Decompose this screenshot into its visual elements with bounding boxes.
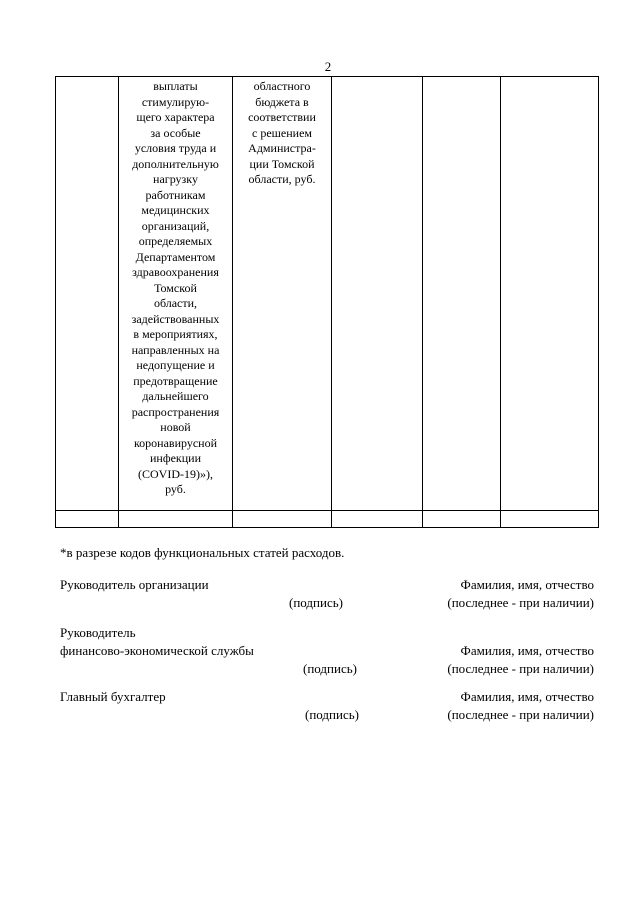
footnote: *в разрезе кодов функциональных статей расходов. — [60, 545, 345, 560]
cell-line: направленных на — [131, 342, 220, 357]
cell-line: определяемых — [138, 234, 213, 248]
signature-title: Главный бухгалтер — [60, 689, 166, 704]
cell-line: соответствии — [248, 110, 316, 124]
page-number: 2 — [324, 59, 332, 74]
signature-sign-caption: (подпись) — [289, 595, 343, 610]
cell-line: выплаты — [153, 79, 198, 93]
cell-line: инфекции — [149, 451, 202, 465]
table-row — [56, 511, 599, 528]
cell-line: за особые — [150, 125, 201, 140]
table-cell — [56, 77, 119, 511]
cell-line: недопущение и — [136, 358, 215, 372]
cell-line: стимулирую- — [141, 94, 210, 109]
signature-note: (последнее - при наличии) — [447, 707, 594, 722]
cell-line: условия труда и — [134, 141, 217, 155]
cell-line: организаций, — [141, 218, 210, 233]
table-cell-payment-description — [119, 77, 233, 511]
cell-line: Департаментом — [135, 249, 216, 264]
cell-line: (COVID-19)»), — [138, 466, 213, 481]
cell-line: распространения — [131, 404, 220, 419]
signature-title: финансово-экономической службы — [60, 643, 254, 658]
cell-line: ции Томской — [249, 156, 315, 171]
cell-line: Администра- — [248, 141, 316, 155]
cell-line: с решением — [252, 125, 312, 140]
signature-sign-caption: (подпись) — [305, 707, 359, 722]
signature-accountant — [60, 688, 594, 724]
cell-line: руб. — [165, 482, 186, 496]
cell-line: новой — [160, 420, 191, 434]
table-cell — [501, 77, 599, 511]
table-cell — [501, 511, 599, 528]
table-cell — [233, 511, 332, 528]
cell-line: медицинских — [141, 203, 210, 217]
table-cell — [119, 511, 233, 528]
signature-finance — [60, 624, 594, 678]
signature-head — [60, 576, 594, 612]
cell-line: щего характера — [136, 110, 215, 124]
cell-line: бюджета в — [255, 94, 309, 109]
cell-text-lines — [122, 79, 229, 498]
cell-line: работникам — [145, 187, 206, 202]
cell-line: предотвращение — [133, 373, 218, 388]
table-cell-budget-source — [233, 77, 332, 511]
cell-line: дальнейшего — [142, 389, 209, 403]
signature-fio: Фамилия, имя, отчество — [460, 643, 594, 658]
report-table — [55, 76, 599, 528]
cell-line: задействованных — [131, 311, 220, 326]
cell-line: здравоохранения — [132, 265, 219, 279]
table-cell — [423, 77, 501, 511]
table-cell — [56, 511, 119, 528]
cell-text-lines — [236, 79, 328, 188]
signature-title: Руководитель организации — [60, 577, 209, 592]
cell-line: дополнительную — [132, 156, 219, 171]
signature-sign-caption: (подпись) — [303, 661, 357, 676]
signature-fio: Фамилия, имя, отчество — [460, 577, 594, 592]
table-row — [56, 77, 599, 511]
cell-line: областного — [253, 79, 311, 93]
table-cell — [423, 511, 501, 528]
signature-note: (последнее - при наличии) — [447, 595, 594, 610]
cell-line: в мероприятиях, — [133, 327, 218, 341]
table-cell — [332, 511, 423, 528]
cell-line: Томской — [154, 280, 197, 295]
table-cell — [332, 77, 423, 511]
cell-line: коронавирусной — [133, 435, 218, 450]
cell-line: области, руб. — [248, 172, 316, 186]
signature-note: (последнее - при наличии) — [447, 661, 594, 676]
cell-line: области, — [153, 296, 198, 310]
signature-title: Руководитель — [60, 625, 136, 640]
cell-line: нагрузку — [153, 172, 198, 186]
signature-fio: Фамилия, имя, отчество — [460, 689, 594, 704]
